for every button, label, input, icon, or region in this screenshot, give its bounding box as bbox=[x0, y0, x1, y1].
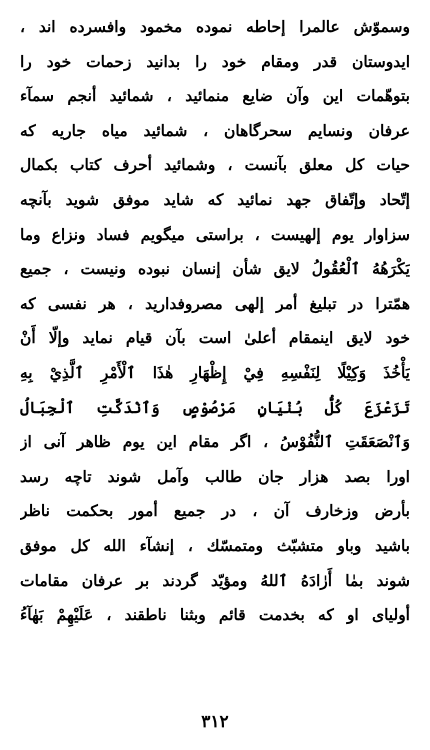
text-line: ايدوستان قدر ومقام خود را بدانيد زحمات خود را bbox=[20, 51, 410, 71]
text-line: اورا بصد هزار جان طالب وآمل شوند تاچه رسد bbox=[20, 466, 410, 486]
text-line: خود لايق اينمقام أعلىٰ است بآن قيام نمايد وإلّا أَنْ bbox=[20, 328, 410, 348]
text-line: حيات كل معلق بآنست ، وشمائيد أحرف كتاب بكمال bbox=[20, 155, 410, 175]
text-line: عرفان ونسايم سحرگاهان ، شمائيد مياه جاريه كه bbox=[20, 120, 410, 140]
text-line: باشيد وباو متشبّث ومتمسّك ، إنشآء الله كل موفق bbox=[20, 535, 410, 555]
text-line: بأرض وزخارف آن ، در جميع أمور بحكمت ناظر bbox=[20, 501, 410, 521]
body-text bbox=[20, 10, 410, 633]
text-line: همّترا در تبليغ أمر إلهى مصروفداريد ، هر نفسى كه bbox=[20, 293, 410, 313]
text-line: سزاوار يوم إلهيست ، براستى ميگويم فساد ونزاع وما bbox=[20, 224, 410, 244]
text-line: يَكْرَهُهُ ٱلْعُقُولُ لايق شأن إنسان نبوده ونيست ، جميع bbox=[20, 259, 410, 279]
text-line: تَزَعْزَعَ كُلُّ بُنْيَانٍ مَرْصُوْصٍ وَٱنْدَكَّتِ ٱلْجِبَالُ bbox=[20, 397, 410, 417]
text-line: إتّحاد وإتّفاق جهد نمائيد كه شايد موفق شويد بآنچه bbox=[20, 189, 410, 209]
text-line: وَٱنْصَعَقَتِ ٱلنُّفُوْسُ ، اگر مقام اين يوم ظاهر آنى از bbox=[20, 432, 410, 452]
text-line: أولياى او كه بخدمت قائم وبثنا ناطقند ، عَلَيْهِمْ بَهٰآءُ bbox=[20, 605, 410, 625]
page-number: ٣١٢ bbox=[201, 712, 229, 732]
text-line: يَأْخُذَ وَكِيْلًا لِنَفْسِهِ فِيْ إِظْهَارِ هٰذَا ٱلْأَمْرِ ٱلَّذِيْ بِهِ bbox=[20, 362, 410, 382]
text-line: بتوهّمات اين وآن ضايع منمائيد ، شمائيد أنجم سمآء bbox=[20, 86, 410, 106]
text-line: وسموّش عالمرا إحاطه نموده مخمود وافسرده اند ، bbox=[20, 17, 410, 36]
text-line: شوند بمٰا أَرٰادَهُ ٱللهُ ومؤيّد گردند بر عرفان مقامات bbox=[20, 570, 410, 590]
